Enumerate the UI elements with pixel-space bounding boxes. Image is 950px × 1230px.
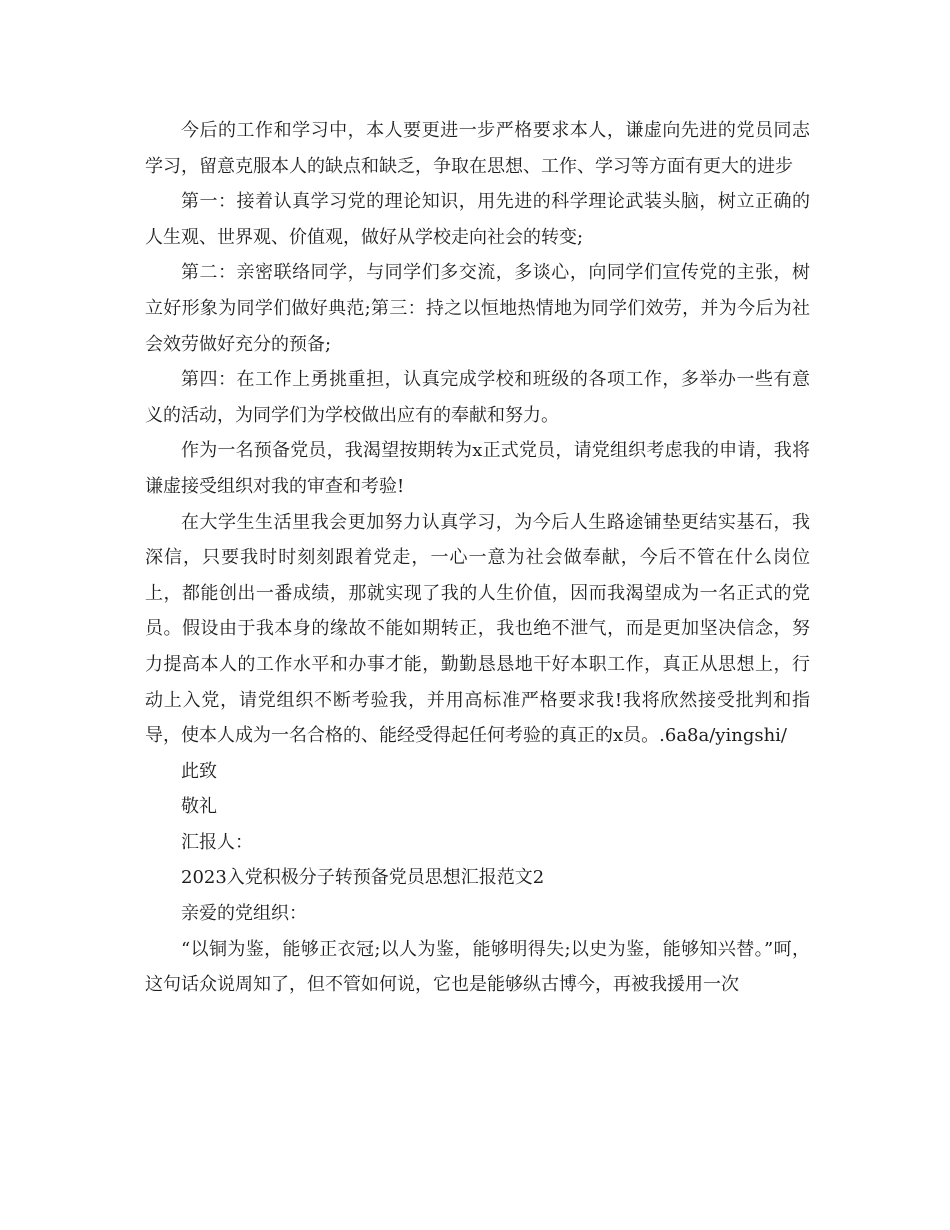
closing-regards: 敬礼 [181, 796, 217, 818]
paragraph-point-two-three: 第二：亲密联络同学，与同学们多交流，多谈心，向同学们宣传党的主张，树立好形象为同学们做好典范;第三：持之以恒地热情地为同学们效劳，并为今后为社会效劳做好充分的预备; [145, 262, 810, 355]
closing-salutation: 此致 [181, 760, 217, 782]
section-title-report-2: 2023入党积极分子转预备党员思想汇报范文2 [181, 867, 545, 889]
reporter-label: 汇报人： [181, 831, 253, 853]
paragraph-application: 作为一名预备党员，我渴望按期转为x正式党员，请党组织考虑我的申请，我将谦虚接受组织对我的审查和考验! [145, 440, 810, 497]
document-body [145, 113, 810, 1003]
paragraph-mirror-quote: “以铜为鉴，能够正衣冠;以人为鉴，能够明得失;以史为鉴，能够知兴替。”呵，这句话众说周知了，但不管如何说，它也是能够纵古博今，再被我援用一次 [145, 938, 810, 996]
paragraph-point-one: 第一：接着认真学习党的理论知识，用先进的科学理论武装头脑，树立正确的人生观、世界观、价值观，做好从学校走向社会的转变; [145, 191, 810, 248]
paragraph-university-life: 在大学生生活里我会更加努力认真学习，为今后人生路途铺垫更结实基石，我深信，只要我时时刻刻跟着党走，一心一意为社会做奉献，今后不管在什么岗位上，都能创出一番成绩，那就实现了我的人生价值，因而我渴望成为一名正式的党员。假设由于我本身的缘故不能如期转正，我也绝不泄气，而是更加坚决信念，努力提高本人的工作水平和办事才能，勤勤恳恳地干好本职工作，真正从思想上，行动上入党，请党组织不断考验我，并用高标准严格要求我!我将欣然接受批判和指导，使本人成为一名合格的、能经受得起任何考验的真正的x员。.6a8a/yingshi/ [145, 511, 810, 747]
paragraph-future-work: 今后的工作和学习中，本人要更进一步严格要求本人，谦虚向先进的党员同志学习，留意克服本人的缺点和缺乏，争取在思想、工作、学习等方面有更大的进步 [145, 120, 810, 177]
paragraph-point-four: 第四：在工作上勇挑重担，认真完成学校和班级的各项工作，多举办一些有意义的活动，为同学们为学校做出应有的奉献和努力。 [145, 369, 810, 426]
letter-greeting: 亲爱的党组织： [181, 903, 307, 925]
